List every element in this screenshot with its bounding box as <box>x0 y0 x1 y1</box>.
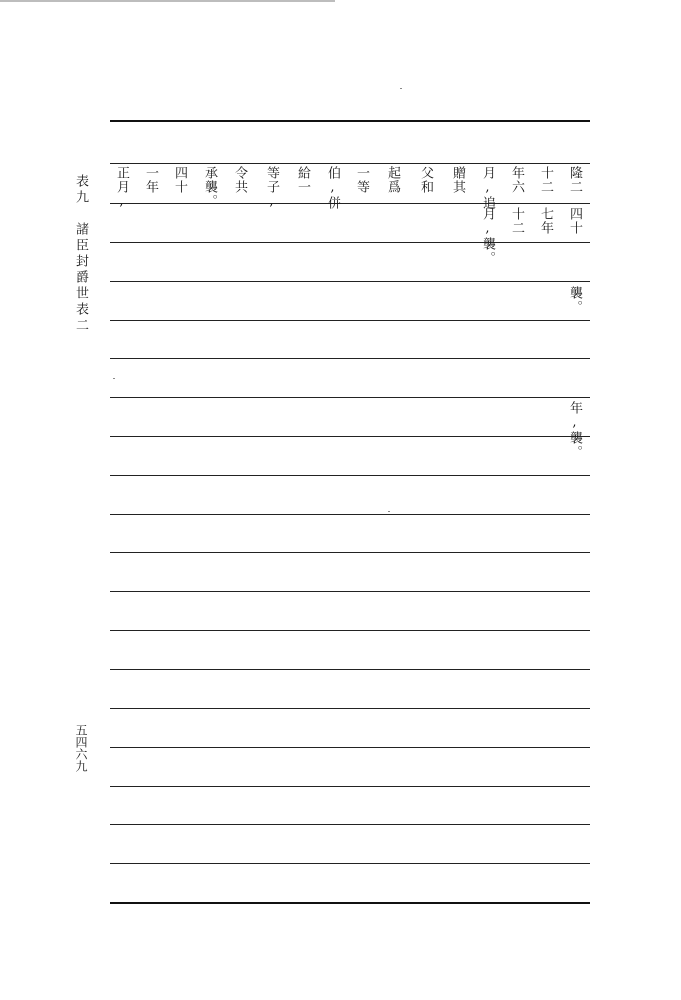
row1-column: 承襲。 <box>202 166 217 208</box>
table-rule <box>110 552 590 553</box>
row1-column: 十二 <box>538 166 553 194</box>
row2-column: 月,襲。 <box>480 207 495 265</box>
table-rule <box>110 747 590 748</box>
row1-column: 正月, <box>114 166 129 210</box>
row3-column: 襲。 <box>567 286 582 314</box>
row1-column: 年六 <box>509 166 524 194</box>
table-rule <box>110 320 590 321</box>
table-rule <box>110 708 590 709</box>
row1-column: 贈其 <box>450 166 465 194</box>
table-rule <box>110 475 590 476</box>
scan-speck <box>388 511 390 512</box>
table-rule-bottom <box>110 902 590 904</box>
table-rule <box>110 397 590 398</box>
scan-speck <box>400 88 402 89</box>
row2-column: 十二 <box>509 207 524 235</box>
row1-column: 一年 <box>143 166 158 194</box>
table-rule <box>110 163 590 164</box>
table-rule <box>110 281 590 282</box>
table-rule <box>110 242 590 243</box>
table-rule <box>110 669 590 670</box>
row1-column: 起爲 <box>385 166 400 194</box>
row1-column: 等子, <box>264 166 279 210</box>
row1-column: 令共 <box>232 166 247 194</box>
row4-column: 年,襲。 <box>567 401 582 459</box>
scan-speck <box>113 378 115 379</box>
table-rule <box>110 591 590 592</box>
row1-column: 四十 <box>172 166 187 194</box>
table-rule <box>110 786 590 787</box>
table-rule <box>110 203 590 204</box>
row1-column: 一等 <box>354 166 369 194</box>
table-rule <box>110 630 590 631</box>
row1-column: 隆二 <box>567 166 582 194</box>
side-title: 表九 諸臣封爵世表二 <box>73 174 88 334</box>
table-rule <box>110 514 590 515</box>
table-rule <box>110 358 590 359</box>
table-rule <box>110 824 590 825</box>
row1-column: 給一 <box>295 166 310 194</box>
table-rule <box>110 436 590 437</box>
page-number: 五四六九 <box>74 724 88 772</box>
table-rule-top <box>110 120 590 122</box>
row2-column: 四十 <box>567 207 582 235</box>
table-rule <box>110 863 590 864</box>
row1-column: 父和 <box>418 166 433 194</box>
page-top-edge <box>0 0 335 2</box>
row2-column: 七年 <box>538 207 553 235</box>
row1-column: 伯,併 <box>325 166 340 210</box>
row1-column: 月,追 <box>480 166 495 210</box>
